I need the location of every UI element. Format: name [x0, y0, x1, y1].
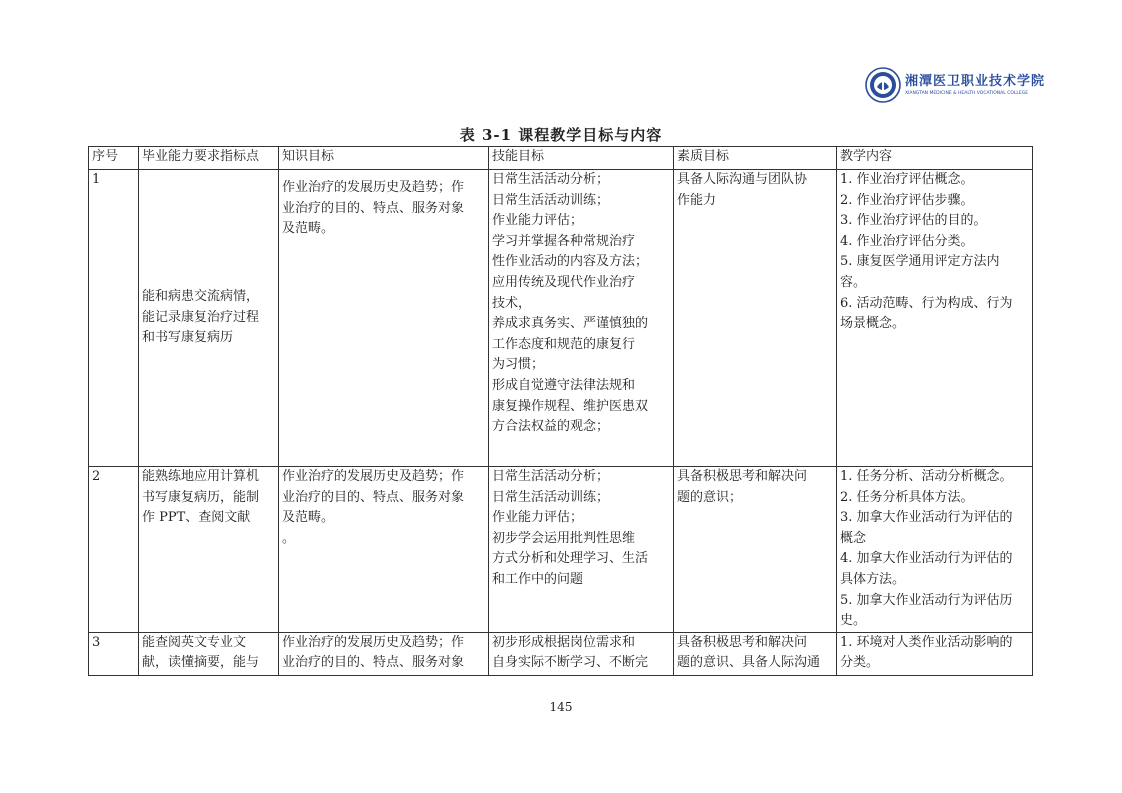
cell-line: 作业能力评估；: [492, 510, 584, 526]
cell-line: 为习惯；: [492, 357, 545, 373]
cell-line: 能和病患交流病情，: [142, 289, 260, 305]
cell-line: 养成求真务实、严谨慎独的: [492, 316, 649, 332]
college-name-cn: 湘潭医卫职业技术学院: [905, 73, 1046, 89]
cell-line: 技术，: [492, 295, 532, 311]
table-row: [89, 632, 1033, 675]
content-cell: [837, 632, 1033, 675]
cell-line: 5. 加拿大作业活动行为评估历: [840, 592, 1013, 608]
cell-line: 作 PPT、查阅文献: [142, 510, 251, 526]
header-skill: 技能目标: [489, 147, 674, 170]
header-quality: 素质目标: [674, 147, 837, 170]
cell-line: 能查阅英文专业文: [142, 634, 247, 650]
college-logo: [865, 66, 1046, 104]
table-header-row: [89, 147, 1033, 170]
header-knowledge: 知识目标: [279, 147, 489, 170]
cell-line: 1. 作业治疗评估概念。: [840, 172, 974, 187]
page-number: 145: [549, 700, 573, 714]
cell-line: 题的意识、具备人际沟通: [677, 655, 821, 671]
table-title: 表 3-1 课程教学目标与内容: [459, 126, 663, 144]
cell-line: 学习并掌握各种常规治疗: [492, 233, 636, 249]
cell-line: 及范畴。: [282, 510, 335, 526]
cell-line: 及范畴。: [282, 221, 335, 237]
cell-line: 4. 加拿大作业活动行为评估的: [840, 551, 1013, 567]
cell-line: 分类。: [840, 655, 880, 671]
quality-cell: [674, 170, 837, 467]
table-row: [89, 467, 1033, 633]
cell-line: 4. 作业治疗评估分类。: [840, 233, 974, 249]
cell-line: 日常生活活动训练；: [492, 192, 610, 208]
cell-line: 1. 任务分析、活动分析概念。: [840, 469, 1013, 484]
quality-cell: [674, 632, 837, 675]
cell-line: 具备积极思考和解决问: [677, 634, 808, 650]
cell-line: 业治疗的目的、特点、服务对象: [282, 489, 465, 505]
skill-cell: [489, 467, 674, 633]
row-num: 3: [89, 632, 139, 675]
row-num: 1: [89, 170, 139, 467]
cell-line: 容。: [840, 274, 867, 290]
cell-line: 5. 康复医学通用评定方法内: [840, 254, 1000, 270]
cell-line: 自身实际不断学习、不断完: [492, 655, 649, 671]
content-cell: [837, 170, 1033, 467]
need-cell: [139, 170, 279, 467]
cell-line: 作业治疗的发展历史及趋势；作: [282, 180, 465, 195]
cell-line: 具备人际沟通与团队协: [677, 172, 808, 187]
cell-line: 作业能力评估；: [492, 213, 584, 229]
cell-line: 作能力: [677, 192, 717, 208]
cell-line: 康复操作规程、维护医患双: [492, 398, 649, 414]
college-name-en: XIANGTAN MEDICINE & HEALTH VOCATIONAL COLLEGE: [905, 90, 1029, 96]
content-cell: [837, 467, 1033, 633]
course-objectives-table: [88, 146, 1033, 676]
table-row: [89, 170, 1033, 467]
cell-line: 1. 环境对人类作业活动影响的: [840, 634, 1013, 650]
cell-line: 应用传统及现代作业治疗: [492, 274, 636, 290]
need-cell: [139, 467, 279, 633]
header-need: 毕业能力要求指标点: [139, 147, 279, 170]
cell-line: 初步学会运用批判性思维: [492, 530, 636, 546]
cell-line: 作业治疗的发展历史及趋势；作: [282, 469, 465, 484]
cell-line: 3. 作业治疗评估的目的。: [840, 213, 987, 229]
cell-line: 和工作中的问题: [492, 571, 584, 587]
cell-line: 题的意识；: [677, 489, 743, 505]
cell-line: 献，读懂摘要，能与: [142, 655, 260, 671]
cell-line: 方合法权益的观念；: [492, 419, 610, 435]
cell-line: 作业治疗的发展历史及趋势；作: [282, 634, 465, 650]
cell-line: 日常生活活动分析；: [492, 469, 610, 484]
cell-line: 3. 加拿大作业活动行为评估的: [840, 510, 1013, 526]
knowledge-cell: [279, 467, 489, 633]
cell-line: 业治疗的目的、特点、服务对象: [282, 655, 465, 671]
cell-line: 业治疗的目的、特点、服务对象: [282, 200, 465, 216]
need-cell: [139, 632, 279, 675]
cell-line: 概念: [840, 530, 867, 546]
header-num: 序号: [89, 147, 139, 170]
knowledge-cell: [279, 632, 489, 675]
cell-line: 能记录康复治疗过程: [142, 309, 260, 325]
cell-line: 形成自觉遵守法律法规和: [492, 377, 636, 393]
knowledge-cell: [279, 170, 489, 467]
cell-line: 初步形成根据岗位需求和: [492, 634, 636, 650]
cell-line: 2. 任务分析具体方法。: [840, 489, 974, 505]
cell-line: 能熟练地应用计算机: [142, 469, 260, 484]
cell-line: 2. 作业治疗评估步骤。: [840, 192, 974, 208]
row-num: 2: [89, 467, 139, 633]
cell-line: 场景概念。: [840, 316, 906, 332]
cell-line: 具体方法。: [840, 571, 906, 587]
college-seal-icon: [865, 67, 901, 103]
cell-line: 性作业活动的内容及方法；: [492, 254, 649, 270]
cell-line: 和书写康复病历: [142, 330, 234, 346]
cell-line: 6. 活动范畴、行为构成、行为: [840, 295, 1013, 311]
cell-line: 具备积极思考和解决问: [677, 469, 808, 484]
cell-line: 史。: [840, 613, 867, 629]
cell-line: 日常生活活动训练；: [492, 489, 610, 505]
cell-line: 书写康复病历，能制: [142, 489, 260, 505]
cell-line: 工作态度和规范的康复行: [492, 336, 636, 352]
cell-line: 。: [282, 530, 296, 546]
skill-cell: [489, 170, 674, 467]
cell-line: 日常生活活动分析；: [492, 172, 610, 187]
header-content: 教学内容: [837, 147, 1033, 170]
quality-cell: [674, 467, 837, 633]
cell-line: 方式分析和处理学习、生活: [492, 551, 649, 567]
skill-cell: [489, 632, 674, 675]
